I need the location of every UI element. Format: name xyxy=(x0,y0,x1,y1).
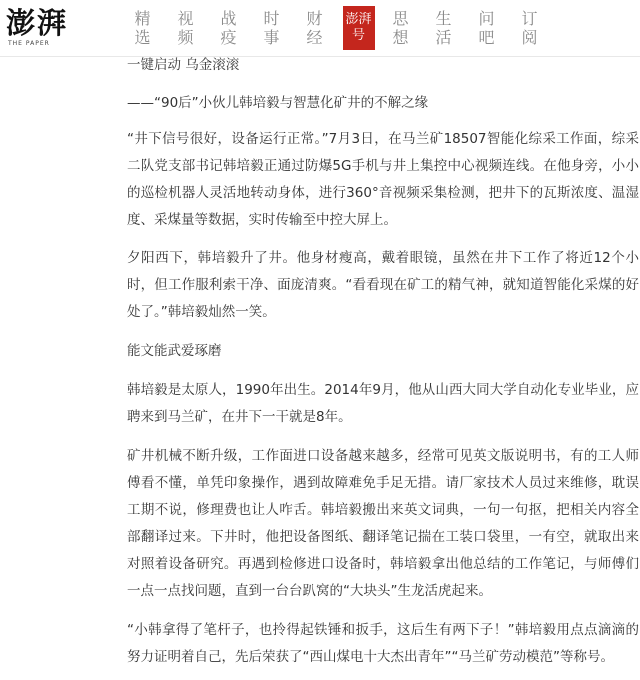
nav-item-dingyue[interactable] xyxy=(509,0,552,56)
nav-item-wenba[interactable] xyxy=(466,0,509,56)
section-subheading: ——“90后”小伙儿韩培毅与智慧化矿井的不解之缘 xyxy=(127,95,429,111)
nav-label: 思想 xyxy=(392,9,411,47)
nav-label: 时事 xyxy=(263,9,282,47)
article-paragraph: 韩培毅是太原人，1990年出生。2014年9月，他从山西大同大学自动化专业毕业，应聘来到马兰矿，在井下一干就是8年。 xyxy=(127,382,639,425)
article-paragraph: 矿井机械不断升级，工作面进口设备越来越多，经常可见英文版说明书，有的工人师傅看不懂，单凭印象操作，遇到故障难免手足无措。请厂家技术人员过来维修，耽误工期不说，修理费也让人咋舌。韩培毅搬出来英文词典，一句一句抠，把相关内容全部翻译过来。下井时，他把设备图纸、翻译笔记揣在工装口袋里，一有空，就取出来对照着设备研究。再遇到检修进口设备时，韩培毅拿出他总结的工作笔记，与师傅们一点一点找问题，直到一台台趴窝的“大块头”生龙活虎起来。 xyxy=(127,448,639,599)
nav-label: 战疫 xyxy=(220,9,239,47)
nav-label: 问吧 xyxy=(478,9,497,47)
nav-label: 财经 xyxy=(306,9,325,47)
article-paragraph: “小韩拿得了笔杆子，也拎得起铁锤和扳手，这后生有两下子！”韩培毅用点点滴滴的努力证明着自己，先后荣获了“西山煤电十大杰出青年”“马兰矿劳动模范”等称号。 xyxy=(127,622,639,665)
nav-label: 订阅 xyxy=(521,9,540,47)
nav-item-caijing[interactable] xyxy=(294,0,337,56)
nav-item-shishi[interactable] xyxy=(251,0,294,56)
nav-item-jingxuan[interactable] xyxy=(122,0,165,56)
channel-nav xyxy=(122,0,552,56)
article-body xyxy=(127,52,639,671)
nav-label: 生活 xyxy=(435,9,454,47)
nav-item-shenghuo[interactable] xyxy=(423,0,466,56)
logo-english-text: THE PAPER xyxy=(8,40,50,47)
site-logo[interactable] xyxy=(6,6,86,50)
article-paragraph: 夕阳西下，韩培毅升了井。他身材瘦高，戴着眼镜，虽然在井下工作了将近12个小时，但工作服利索干净、面庞清爽。“看看现在矿工的精气神，就知道智能化采煤的好处了。”韩培毅灿然一笑。 xyxy=(127,250,639,320)
nav-label-active: 澎湃号 xyxy=(343,6,375,50)
top-navigation-bar xyxy=(0,0,640,57)
logo-chinese-text: 澎湃 xyxy=(6,6,69,40)
article-paragraph: “井下信号很好，设备运行正常。”7月3日，在马兰矿18507智能化综采工作面，综采二队党支部书记韩培毅正通过防爆5G手机与井上集控中心视频连线。在他身旁，小小的巡检机器人灵活地转动身体，进行360°音视频采集检测，把井下的瓦斯浓度、温湿度、采煤量等数据，实时传输至中控大屏上。 xyxy=(127,131,639,228)
nav-item-shipin[interactable] xyxy=(165,0,208,56)
nav-label: 视频 xyxy=(177,9,196,47)
nav-item-zhanyi[interactable] xyxy=(208,0,251,56)
nav-item-pengpaihao[interactable] xyxy=(337,0,380,56)
nav-item-sixiang[interactable] xyxy=(380,0,423,56)
section-heading: 一键启动 乌金滚滚 xyxy=(127,57,240,73)
nav-label: 精选 xyxy=(134,9,153,47)
section-heading: 能文能武爱琢磨 xyxy=(127,343,222,359)
